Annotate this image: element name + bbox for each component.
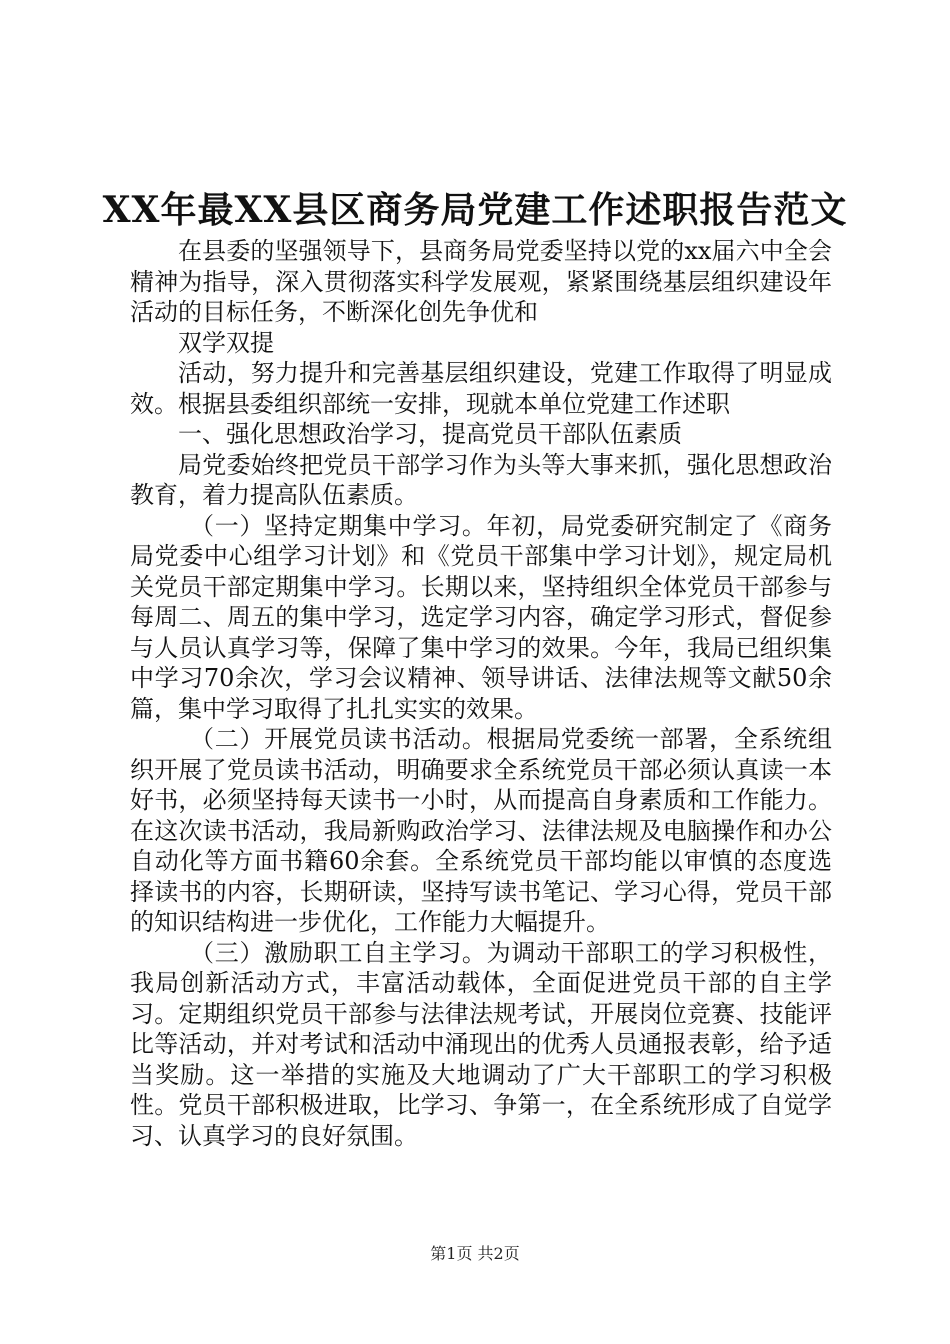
document-title: XX年最XX县区商务局党建工作述职报告范文: [102, 189, 848, 231]
paragraph-item-1: （一）坚持定期集中学习。年初，局党委研究制定了《商务局党委中心组学习计划》和《党员干部集中学习计划》，规定局机关党员干部定期集中学习。长期以来，坚持组织全体党员干部参与每周二、周五的集中学习，选定学习内容，确定学习形式，督促参与人员认真学习等，保障了集中学习的效果。今年，我局已组织集中学习70余次，学习会议精神、领导讲话、法律法规等文献50余篇，集中学习取得了扎扎实实的效果。: [130, 511, 832, 723]
document-body: [130, 236, 832, 1151]
paragraph-section-1-intro: 局党委始终把党员干部学习作为头等大事来抓，强化思想政治教育，着力提高队伍素质。: [130, 450, 832, 509]
page-number-footer: 第1页 共2页: [430, 1244, 520, 1263]
paragraph-item-2: （二）开展党员读书活动。根据局党委统一部署，全系统组织开展了党员读书活动，明确要求全系统党员干部必须认真读一本好书，必须坚持每天读书一小时，从而提高自身素质和工作能力。在这次读书活动，我局新购政治学习、法律法规及电脑操作和办公自动化等方面书籍60余套。全系统党员干部均能以审慎的态度选择读书的内容，长期研读，坚持写读书笔记、学习心得，党员干部的知识结构进一步优化，工作能力大幅提升。: [130, 725, 832, 936]
paragraph-intro: 在县委的坚强领导下，县商务局党委坚持以党的xx届六中全会精神为指导，深入贯彻落实科学发展观，紧紧围绕基层组织建设年活动的目标任务，不断深化创先争优和: [130, 237, 832, 326]
section-heading-1: 一、强化思想政治学习，提高党员干部队伍素质: [178, 420, 682, 448]
paragraph-activity: 活动，努力提升和完善基层组织建设，党建工作取得了明显成效。根据县委组织部统一安排，现就本单位党建工作述职: [130, 359, 832, 418]
paragraph-shuangxue: 双学双提: [178, 328, 274, 357]
paragraph-item-3: （三）激励职工自主学习。为调动干部职工的学习积极性，我局创新活动方式，丰富活动载体，全面促进党员干部的自主学习。定期组织党员干部参与法律法规考试，开展岗位竞赛、技能评比等活动，并对考试和活动中涌现出的优秀人员通报表彰，给予适当奖励。这一举措的实施及大地调动了广大干部职工的学习积极性。党员干部积极进取，比学习、争第一，在全系统形成了自觉学习、认真学习的良好氛围。: [130, 938, 832, 1150]
